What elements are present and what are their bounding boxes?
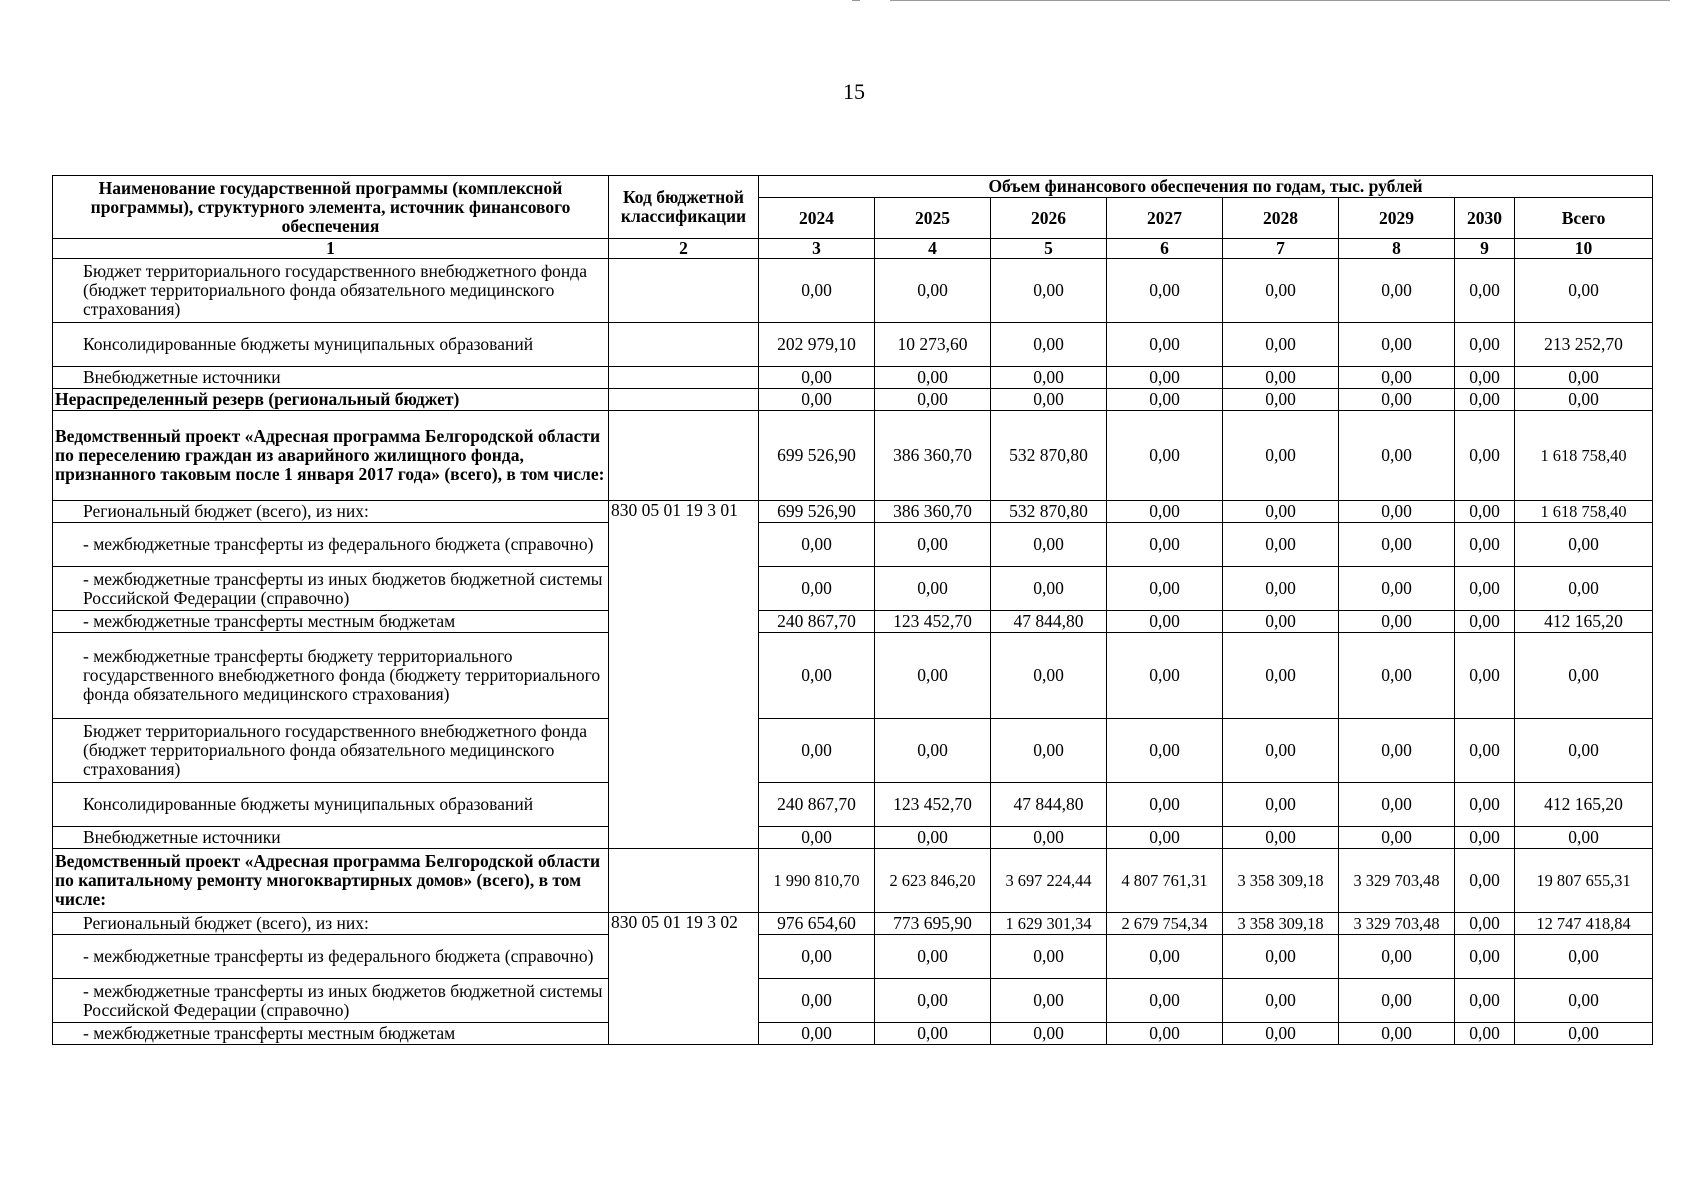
- value-year-2024: 0,00: [759, 389, 875, 411]
- header-volume-column: Объем финансового обеспечения по годам, тыс. рублей: [759, 176, 1653, 198]
- table-row: [53, 1023, 1653, 1045]
- value-year-2030: 0,00: [1455, 1023, 1515, 1045]
- value-total: 213 252,70: [1515, 323, 1653, 367]
- value-total: 0,00: [1515, 389, 1653, 411]
- value-total: 1 618 758,40: [1515, 411, 1653, 501]
- table-row: [53, 783, 1653, 827]
- value-total: 1 618 758,40: [1515, 501, 1653, 523]
- value-year-2025: 0,00: [875, 719, 991, 783]
- value-year-2026: 3 697 224,44: [991, 849, 1107, 913]
- value-year-2029: 0,00: [1339, 367, 1455, 389]
- table-row: [53, 633, 1653, 719]
- value-year-2028: 0,00: [1223, 1023, 1339, 1045]
- value-year-2028: 0,00: [1223, 935, 1339, 979]
- column-number: 1: [53, 239, 609, 259]
- value-year-2030: 0,00: [1455, 827, 1515, 849]
- value-year-2028: 3 358 309,18: [1223, 849, 1339, 913]
- value-year-2030: 0,00: [1455, 367, 1515, 389]
- value-year-2024: 0,00: [759, 827, 875, 849]
- value-total: 0,00: [1515, 979, 1653, 1023]
- column-number: 9: [1455, 239, 1515, 259]
- row-name: Ведомственный проект «Адресная программа Белгородской области по капитальному ремонту многоквартирных домов» (всего), в том числе:: [53, 849, 609, 913]
- value-year-2027: 0,00: [1107, 979, 1223, 1023]
- value-year-2026: 1 629 301,34: [991, 913, 1107, 935]
- value-year-2024: 0,00: [759, 367, 875, 389]
- value-year-2029: 0,00: [1339, 411, 1455, 501]
- table-row: [53, 323, 1653, 367]
- value-year-2025: 386 360,70: [875, 411, 991, 501]
- value-year-2027: 0,00: [1107, 259, 1223, 323]
- table-row: [53, 979, 1653, 1023]
- value-year-2026: 47 844,80: [991, 783, 1107, 827]
- value-year-2027: 0,00: [1107, 935, 1223, 979]
- header-year-2027: 2027: [1107, 198, 1223, 239]
- value-year-2029: 0,00: [1339, 633, 1455, 719]
- value-year-2028: 0,00: [1223, 979, 1339, 1023]
- value-year-2024: 0,00: [759, 633, 875, 719]
- header-total: Всего: [1515, 198, 1653, 239]
- header-year-2026: 2026: [991, 198, 1107, 239]
- value-year-2025: 10 273,60: [875, 323, 991, 367]
- value-year-2028: 0,00: [1223, 633, 1339, 719]
- value-year-2029: 0,00: [1339, 501, 1455, 523]
- column-number: 6: [1107, 239, 1223, 259]
- value-year-2024: 202 979,10: [759, 323, 875, 367]
- value-year-2025: 0,00: [875, 979, 991, 1023]
- row-name: - межбюджетные трансферты из иных бюджетов бюджетной системы Российской Федерации (справочно): [53, 567, 609, 611]
- value-year-2029: 0,00: [1339, 1023, 1455, 1045]
- value-year-2030: 0,00: [1455, 633, 1515, 719]
- value-year-2026: 0,00: [991, 827, 1107, 849]
- value-total: 0,00: [1515, 719, 1653, 783]
- value-total: 412 165,20: [1515, 611, 1653, 633]
- value-total: 0,00: [1515, 367, 1653, 389]
- value-year-2026: 0,00: [991, 935, 1107, 979]
- column-number: 7: [1223, 239, 1339, 259]
- value-year-2026: 0,00: [991, 323, 1107, 367]
- value-year-2024: 0,00: [759, 567, 875, 611]
- column-number: 2: [609, 239, 759, 259]
- value-year-2027: 0,00: [1107, 611, 1223, 633]
- scan-artifact-dot: [852, 0, 860, 1]
- column-number: 5: [991, 239, 1107, 259]
- value-year-2028: 0,00: [1223, 719, 1339, 783]
- row-name: Внебюджетные источники: [53, 827, 609, 849]
- value-year-2024: 1 990 810,70: [759, 849, 875, 913]
- value-year-2030: 0,00: [1455, 389, 1515, 411]
- value-year-2030: 0,00: [1455, 411, 1515, 501]
- table-row: [53, 827, 1653, 849]
- budget-code: 830 05 01 19 3 01: [609, 501, 759, 849]
- value-year-2024: 0,00: [759, 719, 875, 783]
- value-year-2029: 0,00: [1339, 389, 1455, 411]
- value-year-2027: 0,00: [1107, 567, 1223, 611]
- header-year-2029: 2029: [1339, 198, 1455, 239]
- value-year-2028: 0,00: [1223, 567, 1339, 611]
- column-number: 10: [1515, 239, 1653, 259]
- value-year-2030: 0,00: [1455, 783, 1515, 827]
- value-year-2026: 47 844,80: [991, 611, 1107, 633]
- value-total: 0,00: [1515, 827, 1653, 849]
- value-year-2029: 0,00: [1339, 935, 1455, 979]
- budget-code: [609, 849, 759, 913]
- row-name: - межбюджетные трансферты из федерального бюджета (справочно): [53, 935, 609, 979]
- value-year-2025: 0,00: [875, 523, 991, 567]
- value-year-2026: 0,00: [991, 979, 1107, 1023]
- value-year-2027: 0,00: [1107, 411, 1223, 501]
- column-number: 8: [1339, 239, 1455, 259]
- table-row: [53, 611, 1653, 633]
- header-year-2025: 2025: [875, 198, 991, 239]
- table-row: [53, 523, 1653, 567]
- value-year-2025: 386 360,70: [875, 501, 991, 523]
- budget-code: 830 05 01 19 3 02: [609, 913, 759, 1045]
- table-row: [53, 367, 1653, 389]
- value-year-2026: 0,00: [991, 367, 1107, 389]
- value-year-2025: 0,00: [875, 367, 991, 389]
- row-name: - межбюджетные трансферты местным бюджетам: [53, 611, 609, 633]
- value-year-2024: 976 654,60: [759, 913, 875, 935]
- value-year-2027: 0,00: [1107, 1023, 1223, 1045]
- value-year-2028: 0,00: [1223, 259, 1339, 323]
- value-year-2025: 123 452,70: [875, 611, 991, 633]
- header-year-2028: 2028: [1223, 198, 1339, 239]
- value-year-2025: 0,00: [875, 827, 991, 849]
- value-year-2030: 0,00: [1455, 501, 1515, 523]
- value-year-2028: 0,00: [1223, 827, 1339, 849]
- scan-artifact-line: [890, 0, 1670, 1]
- value-year-2030: 0,00: [1455, 567, 1515, 611]
- table-row: [53, 849, 1653, 913]
- value-year-2027: 0,00: [1107, 501, 1223, 523]
- value-year-2029: 0,00: [1339, 611, 1455, 633]
- table-row: [53, 501, 1653, 523]
- row-name: Нераспределенный резерв (региональный бюджет): [53, 389, 609, 411]
- value-year-2030: 0,00: [1455, 913, 1515, 935]
- value-total: 12 747 418,84: [1515, 913, 1653, 935]
- value-year-2030: 0,00: [1455, 611, 1515, 633]
- value-year-2027: 4 807 761,31: [1107, 849, 1223, 913]
- value-year-2024: 0,00: [759, 523, 875, 567]
- table-row: [53, 913, 1653, 935]
- row-name: Ведомственный проект «Адресная программа Белгородской области по переселению граждан из аварийного жилищного фонда, признанного таковым после 1 января 2017 года» (всего), в том числе:: [53, 411, 609, 501]
- value-year-2025: 123 452,70: [875, 783, 991, 827]
- value-year-2024: 699 526,90: [759, 501, 875, 523]
- value-year-2029: 0,00: [1339, 259, 1455, 323]
- value-year-2026: 532 870,80: [991, 501, 1107, 523]
- row-name: Бюджет территориального государственного внебюджетного фонда (бюджет территориального фонда обязательного медицинского страхования): [53, 259, 609, 323]
- value-year-2028: 3 358 309,18: [1223, 913, 1339, 935]
- value-year-2024: 0,00: [759, 979, 875, 1023]
- value-year-2024: 240 867,70: [759, 783, 875, 827]
- value-year-2025: 773 695,90: [875, 913, 991, 935]
- budget-code: [609, 259, 759, 323]
- row-name: Бюджет территориального государственного внебюджетного фонда (бюджет территориального фонда обязательного медицинского страхования): [53, 719, 609, 783]
- value-year-2026: 0,00: [991, 259, 1107, 323]
- value-year-2028: 0,00: [1223, 501, 1339, 523]
- value-year-2026: 0,00: [991, 633, 1107, 719]
- value-year-2028: 0,00: [1223, 389, 1339, 411]
- budget-code: [609, 367, 759, 389]
- row-name: Внебюджетные источники: [53, 367, 609, 389]
- value-year-2025: 2 623 846,20: [875, 849, 991, 913]
- table-row: [53, 719, 1653, 783]
- value-year-2027: 0,00: [1107, 323, 1223, 367]
- value-year-2028: 0,00: [1223, 611, 1339, 633]
- value-year-2026: 0,00: [991, 719, 1107, 783]
- value-year-2030: 0,00: [1455, 719, 1515, 783]
- value-year-2027: 0,00: [1107, 367, 1223, 389]
- value-year-2028: 0,00: [1223, 367, 1339, 389]
- value-year-2030: 0,00: [1455, 523, 1515, 567]
- table-row: [53, 567, 1653, 611]
- value-year-2030: 0,00: [1455, 979, 1515, 1023]
- table-row: [53, 411, 1653, 501]
- value-year-2024: 0,00: [759, 1023, 875, 1045]
- value-year-2026: 0,00: [991, 523, 1107, 567]
- budget-code: [609, 389, 759, 411]
- value-total: 0,00: [1515, 259, 1653, 323]
- value-year-2030: 0,00: [1455, 935, 1515, 979]
- value-year-2030: 0,00: [1455, 849, 1515, 913]
- value-year-2025: 0,00: [875, 567, 991, 611]
- value-year-2030: 0,00: [1455, 259, 1515, 323]
- value-year-2029: 3 329 703,48: [1339, 913, 1455, 935]
- value-year-2030: 0,00: [1455, 323, 1515, 367]
- value-year-2024: 0,00: [759, 935, 875, 979]
- value-year-2025: 0,00: [875, 633, 991, 719]
- row-name: - межбюджетные трансферты из федерального бюджета (справочно): [53, 523, 609, 567]
- value-year-2026: 0,00: [991, 389, 1107, 411]
- value-year-2026: 0,00: [991, 1023, 1107, 1045]
- value-year-2028: 0,00: [1223, 523, 1339, 567]
- column-number: 4: [875, 239, 991, 259]
- value-total: 0,00: [1515, 935, 1653, 979]
- value-year-2025: 0,00: [875, 389, 991, 411]
- header-name-column: Наименование государственной программы (комплексной программы), структурного элемента, источник финансового обеспечения: [53, 176, 609, 239]
- table-row: [53, 935, 1653, 979]
- budget-code: [609, 323, 759, 367]
- row-name: - межбюджетные трансферты бюджету территориального государственного внебюджетного фонда (бюджету территориального фонда обязательного медицинского страхования): [53, 633, 609, 719]
- value-year-2029: 0,00: [1339, 979, 1455, 1023]
- value-year-2024: 699 526,90: [759, 411, 875, 501]
- value-year-2029: 0,00: [1339, 827, 1455, 849]
- value-year-2026: 0,00: [991, 567, 1107, 611]
- value-year-2027: 0,00: [1107, 719, 1223, 783]
- header-year-2030: 2030: [1455, 198, 1515, 239]
- row-name: - межбюджетные трансферты из иных бюджетов бюджетной системы Российской Федерации (справочно): [53, 979, 609, 1023]
- header-year-2024: 2024: [759, 198, 875, 239]
- value-total: 0,00: [1515, 567, 1653, 611]
- value-total: 412 165,20: [1515, 783, 1653, 827]
- header-code-column: Код бюджетной классификации: [609, 176, 759, 239]
- value-year-2024: 0,00: [759, 259, 875, 323]
- value-year-2025: 0,00: [875, 259, 991, 323]
- value-year-2027: 0,00: [1107, 783, 1223, 827]
- value-total: 0,00: [1515, 523, 1653, 567]
- row-name: - межбюджетные трансферты местным бюджетам: [53, 1023, 609, 1045]
- value-total: 0,00: [1515, 633, 1653, 719]
- table-row: [53, 259, 1653, 323]
- row-name: Региональный бюджет (всего), из них:: [53, 913, 609, 935]
- value-year-2028: 0,00: [1223, 783, 1339, 827]
- value-year-2028: 0,00: [1223, 411, 1339, 501]
- value-year-2027: 0,00: [1107, 389, 1223, 411]
- value-year-2028: 0,00: [1223, 323, 1339, 367]
- table-row: [53, 389, 1653, 411]
- value-total: 19 807 655,31: [1515, 849, 1653, 913]
- value-total: 0,00: [1515, 1023, 1653, 1045]
- value-year-2029: 0,00: [1339, 323, 1455, 367]
- value-year-2027: 0,00: [1107, 523, 1223, 567]
- row-name: Консолидированные бюджеты муниципальных образований: [53, 323, 609, 367]
- value-year-2027: 0,00: [1107, 633, 1223, 719]
- value-year-2027: 0,00: [1107, 827, 1223, 849]
- value-year-2029: 0,00: [1339, 783, 1455, 827]
- budget-code: [609, 411, 759, 501]
- row-name: Консолидированные бюджеты муниципальных образований: [53, 783, 609, 827]
- value-year-2027: 2 679 754,34: [1107, 913, 1223, 935]
- value-year-2029: 0,00: [1339, 567, 1455, 611]
- table-body: [53, 259, 1653, 1045]
- row-name: Региональный бюджет (всего), из них:: [53, 501, 609, 523]
- page-number: 15: [843, 79, 865, 104]
- value-year-2026: 532 870,80: [991, 411, 1107, 501]
- column-number: 3: [759, 239, 875, 259]
- value-year-2029: 3 329 703,48: [1339, 849, 1455, 913]
- value-year-2029: 0,00: [1339, 523, 1455, 567]
- value-year-2025: 0,00: [875, 935, 991, 979]
- financing-table: [52, 175, 1653, 1045]
- value-year-2024: 240 867,70: [759, 611, 875, 633]
- value-year-2029: 0,00: [1339, 719, 1455, 783]
- value-year-2025: 0,00: [875, 1023, 991, 1045]
